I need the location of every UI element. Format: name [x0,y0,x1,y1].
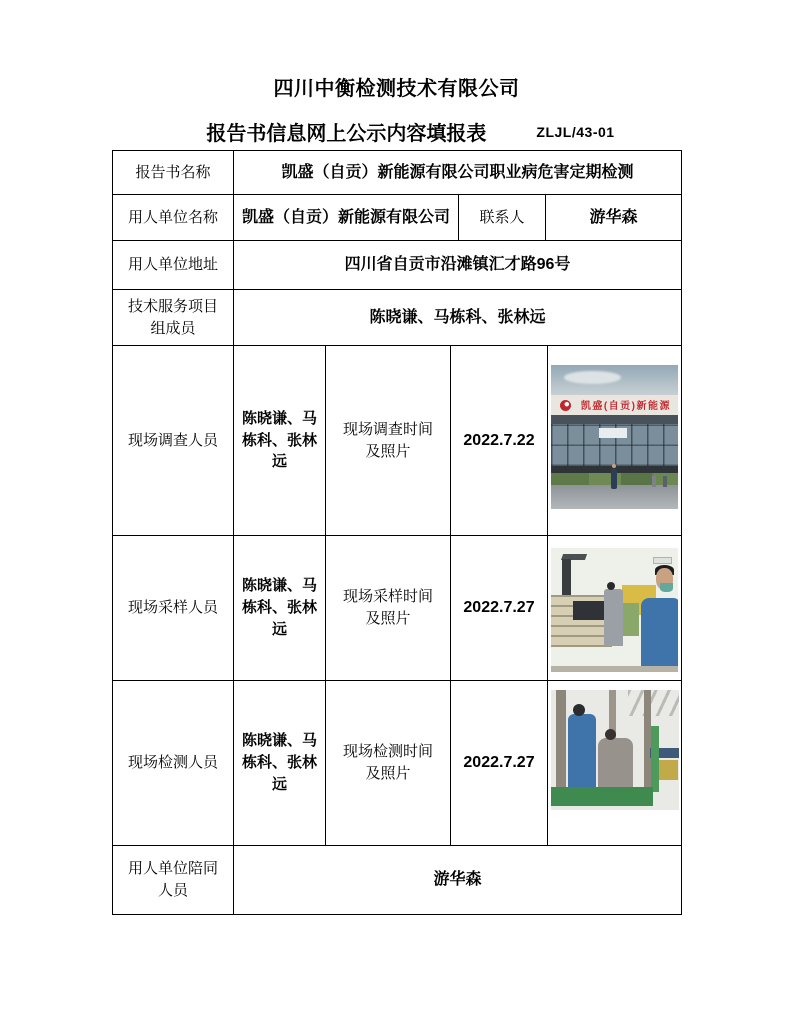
team-label: 技术服务项目组成员 [113,290,234,345]
table-row-team [113,290,681,346]
worker-gray [604,589,623,646]
sampling-staff: 陈晓谦、马栋科、张林远 [234,536,326,680]
yellow-equipment [659,760,678,780]
contact-label: 联系人 [459,195,546,240]
table-row-report-name [113,151,681,195]
survey-date: 2022.7.22 [451,346,548,535]
sampling-label: 现场采样人员 [113,536,234,680]
worker-blue [568,714,596,788]
sampling-date: 2022.7.27 [451,536,548,680]
testing-photo-cell [548,681,681,845]
table-row-site-testing [113,681,681,846]
sampling-photo-cell [548,536,681,680]
report-name-label: 报告书名称 [113,151,234,194]
form-code: ZLJL/43-01 [536,123,615,140]
address-label: 用人单位地址 [113,241,234,289]
survey-photo-cell [548,346,681,535]
employer-name-label: 用人单位名称 [113,195,234,240]
address-value: 四川省自贡市沿滩镇汇才路96号 [344,256,571,274]
person-figure [611,469,617,489]
employer-name-value: 凯盛（自贡）新能源有限公司 [234,195,459,240]
survey-staff: 陈晓谦、马栋科、张林远 [234,346,326,535]
green-machine-column [651,726,659,792]
green-machine-base [551,787,653,806]
survey-time-label: 现场调查时间及照片 [326,346,451,535]
ceiling-light [653,557,672,564]
report-name-value: 凯盛（自贡）新能源有限公司职业病危害定期检测 [281,163,634,181]
site-testing-photo [551,690,679,810]
person-figure [663,476,667,487]
testing-staff: 陈晓谦、马栋科、张林远 [234,681,326,845]
face-mask [660,583,673,592]
sampling-time-label: 现场采样时间及照片 [326,536,451,680]
company-title: 四川中衡检测技术有限公司 [273,78,520,100]
testing-time-label: 现场检测时间及照片 [326,681,451,845]
wall-fixture [562,559,571,596]
site-survey-photo [551,365,678,509]
ceiling-beams [628,690,679,716]
frame-pillar [556,690,566,796]
contact-value: 游华森 [589,208,638,226]
team-value: 陈晓谦、马栋科、张林远 [369,308,546,326]
form-table [112,150,682,915]
glass-reflection [599,428,627,438]
workshop-floor [551,666,678,672]
table-row-employer [113,195,681,241]
survey-label: 现场调查人员 [113,346,234,535]
building-sign-text: 凯盛(自贡)新能源 [580,401,672,413]
worker-gray-seated [598,738,633,792]
site-sampling-photo [551,548,678,672]
photo-cloud [564,371,621,384]
building-band [551,415,678,424]
person-figure [652,476,656,487]
escort-value: 游华森 [433,871,482,889]
kaisheng-logo-icon [560,400,571,411]
worker-blue [641,598,678,672]
escort-label: 用人单位陪同人员 [113,846,234,914]
table-row-address [113,241,681,290]
table-row-site-sampling [113,536,681,681]
form-title-row [14,117,793,146]
table-row-escort [113,846,681,914]
testing-label: 现场检测人员 [113,681,234,845]
testing-date: 2022.7.27 [451,681,548,845]
form-title: 报告书信息网上公示内容填报表 [206,123,487,145]
table-row-site-survey [113,346,681,536]
